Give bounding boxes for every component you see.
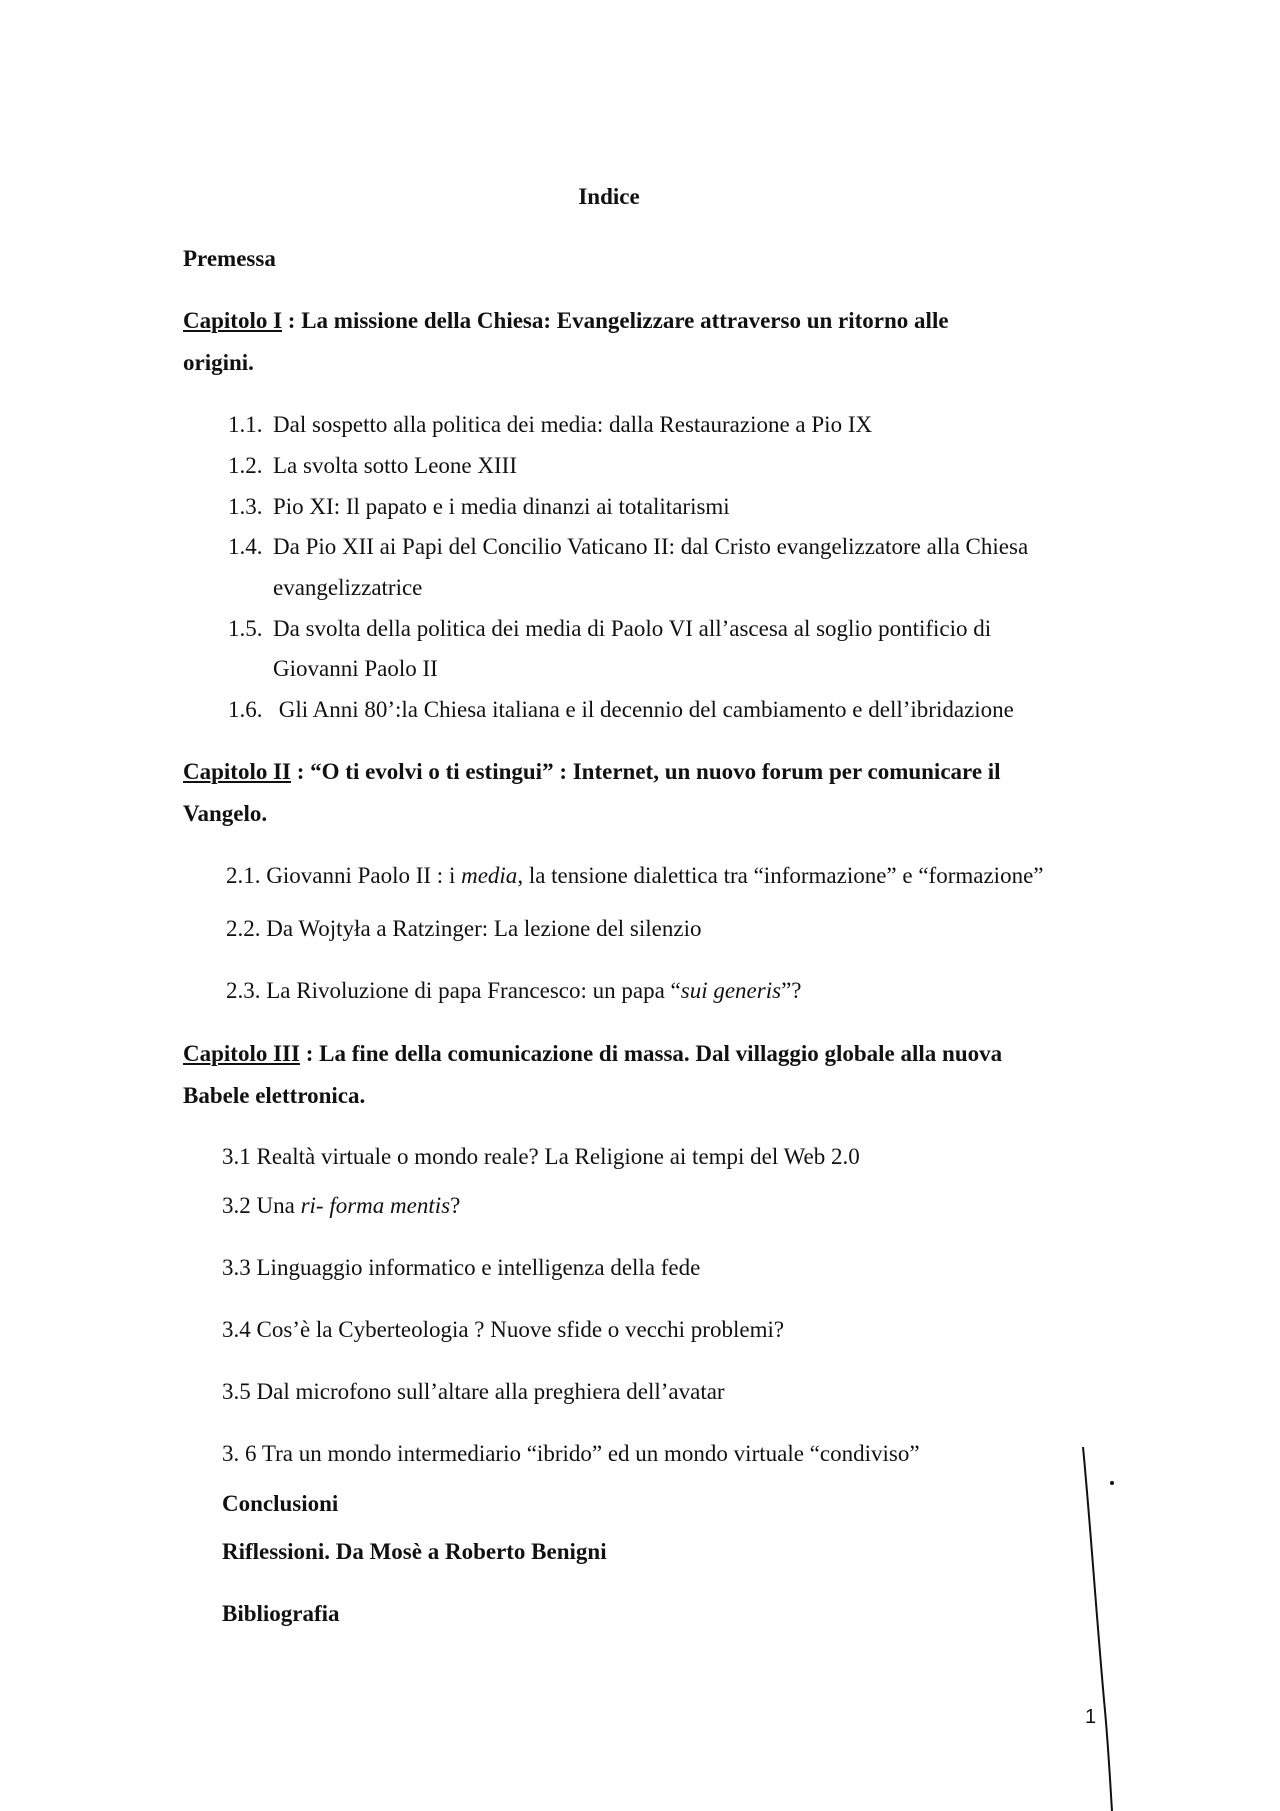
toc-item-3-6: 3. 6 Tra un mondo intermediario “ibrido” ed un mondo virtuale “condiviso” [222,1441,920,1466]
toc-item-1-6: 1.6. Gli Anni 80’:la Chiesa italiana e il decennio del cambiamento e dell’ibridazione [228,697,1014,722]
toc-item-3-2: 3.2 Una ri- forma mentis? [222,1193,461,1218]
toc-item-1-2: 1.2. La svolta sotto Leone XIII [228,453,517,478]
chapter2-title-cont: Vangelo. [183,801,268,826]
chapter1-title-cont: origini. [183,350,254,375]
toc-riflessioni: Riflessioni. Da Mosè a Roberto Benigni [222,1539,607,1564]
toc-premessa: Premessa [183,246,276,271]
toc-item-2-3: 2.3. La Rivoluzione di papa Francesco: un papa “sui generis”? [226,978,802,1003]
toc-item-1-5-cont: Giovanni Paolo II [273,656,438,681]
toc-item-1-4: 1.4. Da Pio XII ai Papi del Concilio Vaticano II: dal Cristo evangelizzatore alla Chiesa [228,534,1029,559]
chapter2-title: : “O ti evolvi o ti estingui” : Internet, un nuovo forum per comunicare il [291,759,1001,784]
toc-conclusioni: Conclusioni [222,1491,339,1516]
chapter3-label: Capitolo III [183,1041,300,1066]
toc-item-2-2: 2.2. Da Wojtyła a Ratzinger: La lezione del silenzio [226,916,702,941]
toc-item-3-4: 3.4 Cos’è la Cyberteologia ? Nuove sfide o vecchi problemi? [222,1317,785,1342]
page-number: 1 [1085,1706,1097,1728]
chapter1-label: Capitolo I [183,308,283,333]
toc-item-1-5: 1.5. Da svolta della politica dei media di Paolo VI all’ascesa al soglio pontificio di [228,616,992,641]
chapter3-title-cont: Babele elettronica. [183,1083,366,1108]
toc-item-3-5: 3.5 Dal microfono sull’altare alla preghiera dell’avatar [222,1379,725,1404]
chapter3-title: : La fine della comunicazione di massa. Dal villaggio globale alla nuova [299,1041,1003,1066]
chapter2-label: Capitolo II [183,759,291,784]
toc-item-3-1: 3.1 Realtà virtuale o mondo reale? La Religione ai tempi del Web 2.0 [222,1144,860,1169]
toc-item-1-1: 1.1. Dal sospetto alla politica dei media: dalla Restaurazione a Pio IX [228,412,873,437]
chapter1-title: : La missione della Chiesa: Evangelizzare attraverso un ritorno alle [282,308,949,333]
page-title: Indice [578,184,640,209]
toc-item-2-1: 2.1. Giovanni Paolo II : i media, la tensione dialettica tra “informazione” e “formazione” [226,863,1044,888]
toc-item-3-3: 3.3 Linguaggio informatico e intelligenza della fede [222,1255,701,1280]
toc-bibliografia: Bibliografia [222,1601,340,1626]
toc-item-1-4-cont: evangelizzatrice [273,575,423,600]
toc-item-1-3: 1.3. Pio XI: Il papato e i media dinanzi ai totalitarismi [228,494,730,519]
